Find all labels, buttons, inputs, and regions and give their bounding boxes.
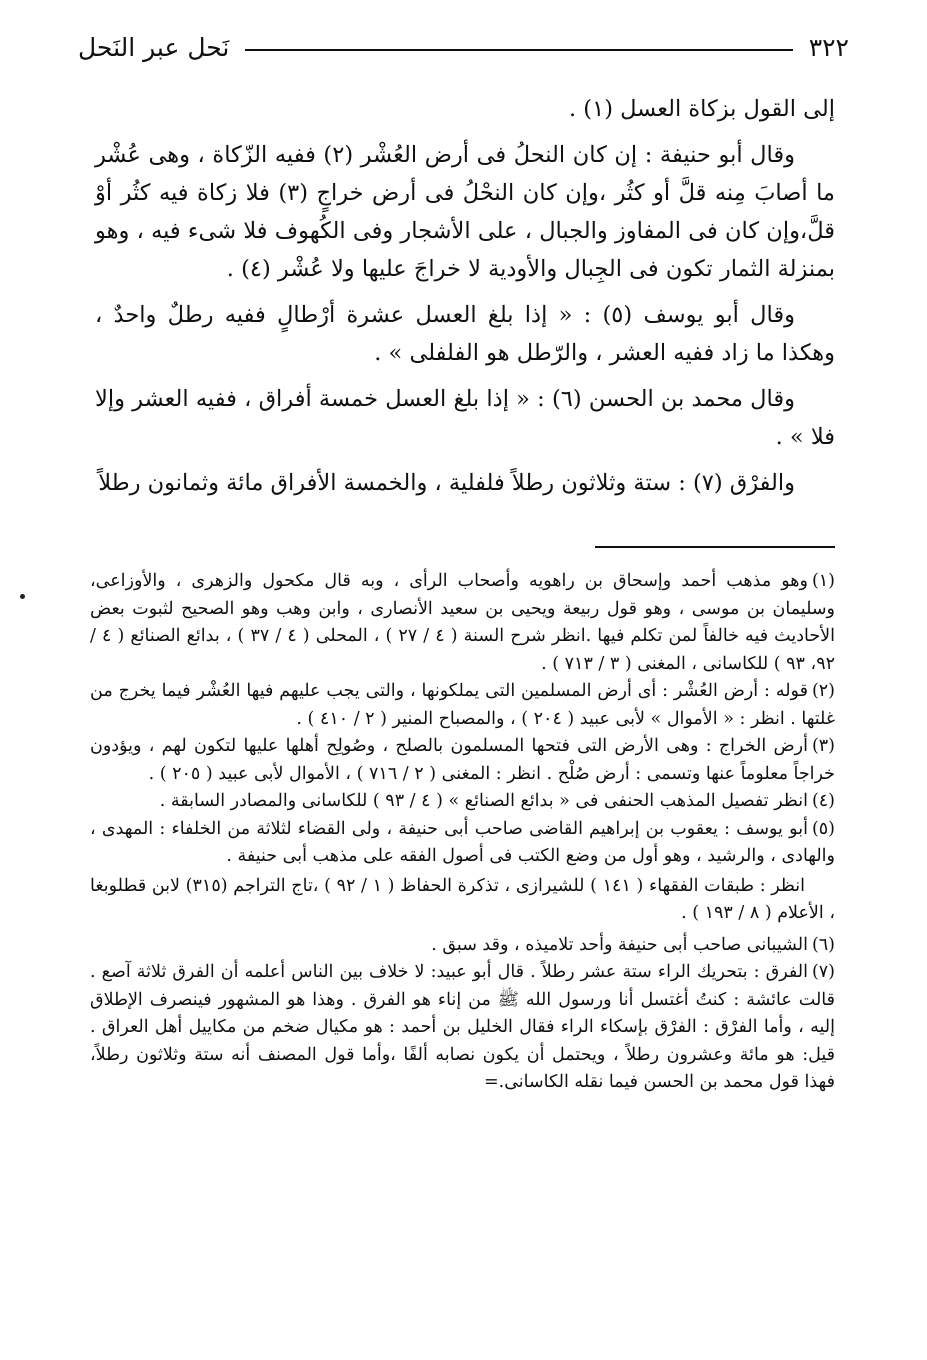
footnote-number: (٣): [811, 736, 835, 756]
paragraph: والفرْق (٧) : ستة وثلاثون رطلاً فلفلية ، والخمسة الأفراق مائة وثمانون رطلاً: [98, 470, 795, 496]
footnote-number: (٥): [811, 818, 835, 839]
header-rule: [245, 49, 792, 51]
paragraph: وقال أبو يوسف (٥) : « إذا بلغ العسل عشرة أرْطالٍ ففيه رطلٌ واحدٌ ، وهكذا ما زاد ففيه العشر ، والرّطل هو الفلفلى » .: [95, 302, 835, 366]
footnote-3: [90, 733, 835, 788]
footnote-text: قوله : أرض العُشْر : أى أرض المسلمين التى يملكونها ، والتى يجب عليهم فيها العُشْر فيما يخرج من غلتها . انظر : « الأموال » لأبى عبيد ( ٢٠٤ ) ، والمصباح المنير ( ٢ / ٤١٠ ) .: [90, 681, 835, 729]
footnote-separator: [595, 546, 835, 548]
page-header: [78, 22, 849, 72]
footnote-2: [90, 678, 835, 733]
footnote-number: (٧): [811, 962, 835, 982]
footnote-number: (٤): [811, 791, 835, 811]
footnote-6: [90, 932, 835, 960]
footnote-text: انظر تفصيل المذهب الحنفى فى « بدائع الصنائع » ( ٤ / ٩٣ ) للكاسانى والمصادر السابقة .: [159, 791, 808, 811]
paragraph: وقال محمد بن الحسن (٦) : « إذا بلغ العسل خمسة أفراق ، ففيه العشر وإلا فلا » .: [95, 386, 835, 450]
footnote-text: الشيبانى صاحب أبى حنيفة وأحد تلاميذه ، وقد سبق .: [431, 934, 808, 955]
main-text: [95, 90, 835, 510]
scan-speck: [20, 594, 25, 599]
footnote-text: أرض الخراج : وهى الأرض التى فتحها المسلمون بالصلح ، وصُولِح أهلها عليها لتكون لهم ، ويؤدون خراجاً معلوماً عنها وتسمى : أرض صُلْح . انظر : المغنى ( ٢ / ٧١٦ ) ، الأموال لأبى عبيد ( ٢٠٥ ) .: [90, 736, 835, 784]
footnote-7: [90, 959, 835, 1097]
paragraph: إلى القول بزكاة العسل (١) .: [569, 96, 835, 122]
page-number: ٣٢٢: [808, 32, 849, 62]
footnote-5-references: انظر : طبقات الفقهاء ( ١٤١ ) للشيرازى ، تذكرة الحفاظ ( ١ / ٩٢ ) ،تاج التراجم (٣١٥) لابن قطلوبغا ، الأعلام ( ٨ / ١٩٣ ) .: [90, 875, 835, 923]
footnote-number: (٢): [811, 681, 835, 701]
paragraph: وقال أبو حنيفة : إن كان النحلُ فى أرض العُشْر (٢) ففيه الزّكاة ، وهى عُشْر ما أصابَ مِنه قلَّ أو كثُر ،وإن كان النحْلُ فى أرض خراجٍ (٣) فلا زكاة فيه كثُر أوْ قلَّ،وإن كان فى المفاوز والجبال ، على الأشجار وفى الكُهوف فلا شىء فيه ، وهو بمنزلة الثمار تكون فى الجِبال والأودية لا خراجَ عليها ولا عُشْر (٤) .: [95, 142, 835, 282]
footnote-1: [90, 568, 835, 678]
footnotes: [90, 568, 835, 1097]
footnote-text: أبو يوسف : يعقوب بن إبراهيم القاضى صاحب أبى حنيفة ، ولى القضاء لثلاثة من الخلفاء : المهدى ، والهادى ، والرشيد ، وهو أول من وضع الكتب فى أصول الفقه على مذهب أبى حنيفة .: [90, 818, 835, 866]
footnote-text: الفرق : بتحريك الراء ستة عشر رطلاً . قال أبو عبيد: لا خلاف بين الناس أعلمه أن الفرق ثلاثة آصع . قالت عائشة : كنتُ أغتسل أنا ورسول الله ﷺ من إناء هو الفرق . وهذا هو المشهور فينصرف الإطلاق إليه ، وأما الفرْق : الفرْق بإسكاء الراء فقال الخليل بن أحمد : هو مكيال ضخم من مكاييل أهل العراق . قيل: هو مائة وعشرون رطلاً ، ويحتمل أن يكون نصابه ألفًا ،وأما قول المصنف أنه ستة وثلاثون رطلاً، فهذا قول محمد بن الحسن فيما نقله الكاسانى.=: [90, 962, 835, 1092]
footnote-number: (١): [811, 571, 835, 591]
footnote-4: [90, 788, 835, 816]
footnote-number: (٦): [811, 934, 835, 955]
running-title: نَحل عبر النَحل: [78, 32, 230, 62]
footnote-text: وهو مذهب أحمد وإسحاق بن راهويه وأصحاب الرأى ، وبه قال مكحول والزهرى ، والأوزاعى، وسليمان بن موسى ، وهو قول ربيعة ويحيى بن سعيد الأنصارى ، وابن وهب وهو الصحيح لثبوت بعض الأحاديث فيه خالفاً لمن تكلم فيها .انظر شرح السنة ( ٤ / ٢٧ ) ، المحلى ( ٤ / ٣٧ ) ، بدائع الصنائع ( ٤ / ٩٢، ٩٣ ) للكاسانى ، المغنى ( ٣ / ٧١٣ ) .: [90, 571, 836, 674]
footnote-5: [90, 816, 835, 871]
